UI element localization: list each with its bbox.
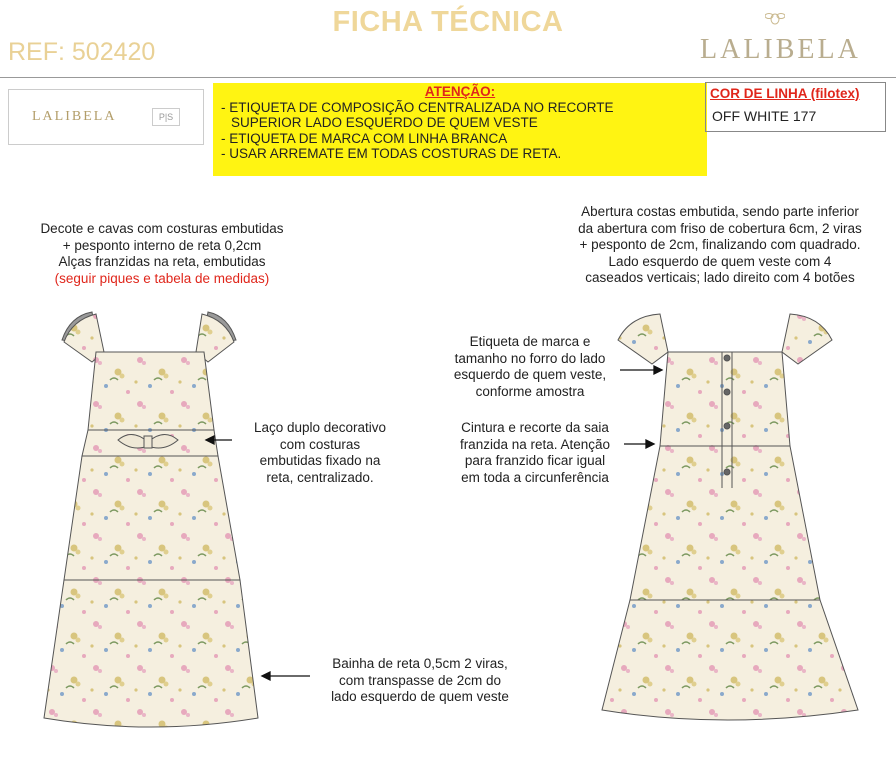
note-line: Decote e cavas com costuras embutidas	[40, 221, 284, 236]
attention-line: - ETIQUETA DE MARCA COM LINHA BRANCA	[221, 130, 508, 146]
note-line: para franzido ficar igual	[464, 453, 606, 468]
annotation-arrows	[206, 366, 662, 680]
note-line: reta, centralizado.	[266, 469, 374, 485]
front-view-drawing	[44, 312, 258, 727]
note-line: Abertura costas embutida, sendo parte inferior	[581, 204, 859, 219]
note-line: com transpasse de 2cm do	[338, 672, 502, 688]
note-line: Lado esquerdo de quem veste com 4	[608, 253, 832, 269]
note-line: lado esquerdo de quem veste	[331, 689, 509, 704]
label-brand: LALIBELA	[32, 109, 117, 124]
note-line-red: (seguir piques e tabela de medidas)	[54, 270, 270, 286]
note-line: Laço duplo decorativo	[253, 420, 387, 435]
attention-line: - USAR ARREMATE EM TODAS COSTURAS DE RETA.	[221, 146, 562, 161]
attention-line: - ETIQUETA DE COMPOSIÇÃO CENTRALIZADA NO RECORTE	[221, 99, 614, 115]
label-size-tag: P|S	[152, 108, 180, 126]
thread-color-value: OFF WHITE 177	[712, 108, 817, 124]
back-view-drawing	[602, 314, 858, 720]
note-line: Bainha de reta 0,5cm 2 viras,	[332, 656, 508, 671]
note-line: + pesponto de 2cm, finalizando com quadrado.	[579, 237, 861, 252]
thread-color-label: COR DE LINHA (filotex)	[710, 86, 860, 101]
note-line: tamanho no forro do lado	[454, 350, 606, 366]
note-line: + pesponto interno de reta 0,2cm	[62, 237, 262, 253]
reference-code: REF: 502420	[8, 38, 156, 66]
note-line: da abertura com friso de cobertura 6cm, 2 viras	[578, 220, 862, 236]
page-title: FICHA TÉCNICA	[332, 6, 564, 38]
note-line: franzida na reta. Atenção	[459, 436, 611, 452]
note-line: conforme amostra	[475, 383, 585, 399]
note-line: Alças franzidas na reta, embutidas	[58, 254, 266, 269]
note-line: esquerdo de quem veste,	[453, 367, 607, 382]
attention-line: SUPERIOR LADO ESQUERDO DE QUEM VESTE	[231, 115, 538, 130]
brand-logo: LALIBELA	[700, 34, 861, 65]
note-line: com costuras	[279, 436, 361, 452]
note-line: Cintura e recorte da saia	[461, 420, 609, 435]
note-line: caseados verticais; lado direito com 4 botões	[585, 270, 855, 285]
note-line: Etiqueta de marca e	[469, 334, 591, 349]
note-line: em toda a circunferência	[461, 469, 609, 485]
note-line: embutidas fixado na	[259, 453, 381, 468]
attention-heading: ATENÇÃO:	[424, 84, 496, 99]
